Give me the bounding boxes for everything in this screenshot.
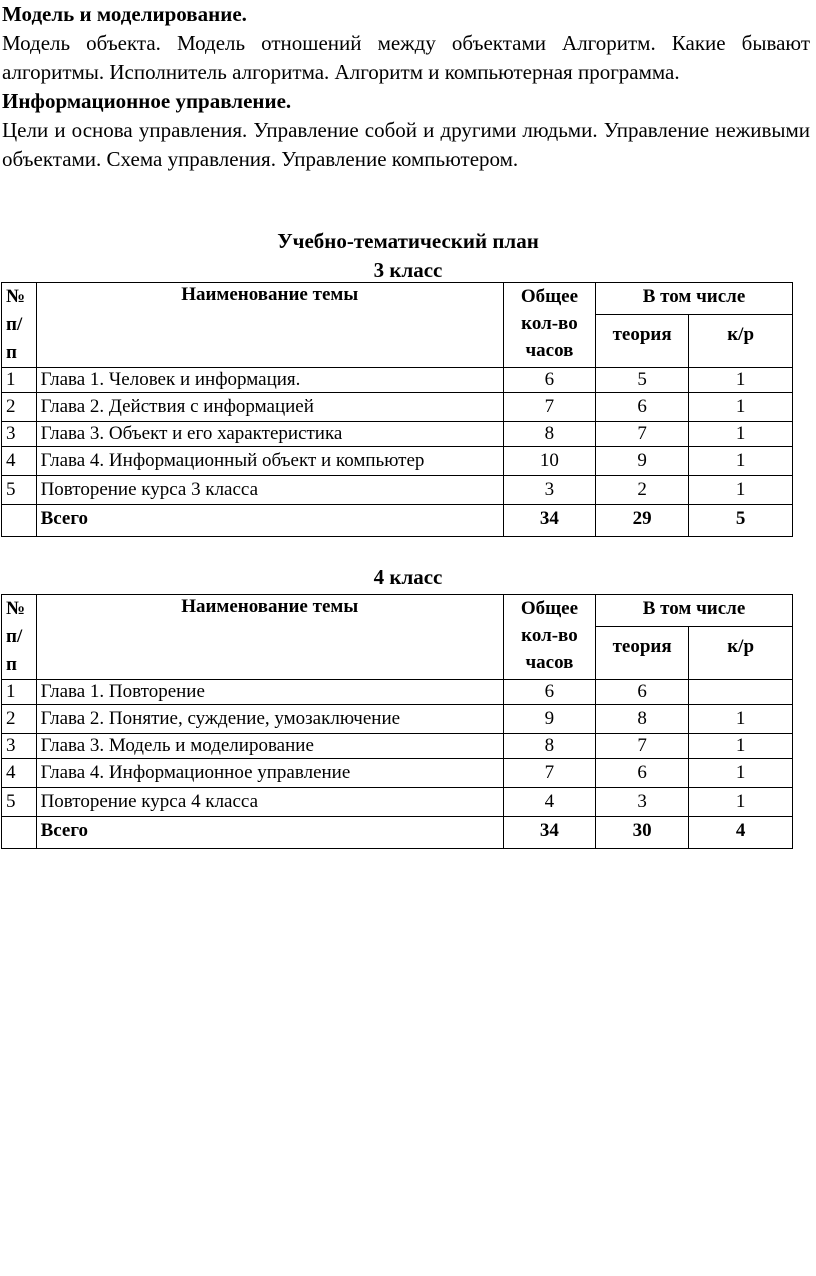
row-name: Глава 4. Информационное управление (36, 759, 503, 788)
row-theory: 7 (596, 422, 689, 447)
header-including: В том числе (596, 595, 793, 627)
table-row (2, 393, 793, 422)
header-total: Общее кол-во часов (503, 595, 595, 680)
row-theory: 2 (596, 476, 689, 505)
row-total: 6 (503, 680, 595, 705)
row-kr: 1 (689, 705, 793, 734)
row-num: 4 (2, 759, 37, 788)
table-row (2, 759, 793, 788)
row-num: 3 (2, 422, 37, 447)
table-row (2, 368, 793, 393)
row-kr: 1 (689, 734, 793, 759)
row-kr: 1 (689, 422, 793, 447)
total-kr: 4 (689, 817, 793, 849)
total-hours: 34 (503, 505, 595, 537)
grade3-title: 3 класс (373, 258, 443, 282)
total-row (2, 817, 793, 849)
row-name: Глава 2. Понятие, суждение, умозаключение (36, 705, 503, 734)
row-num: 2 (2, 393, 37, 422)
total-theory: 29 (596, 505, 689, 537)
row-name: Глава 1. Человек и информация. (36, 368, 503, 393)
row-theory: 5 (596, 368, 689, 393)
row-total: 10 (503, 447, 595, 476)
row-total: 8 (503, 734, 595, 759)
total-label: Всего (36, 817, 503, 849)
row-total: 7 (503, 759, 595, 788)
section-heading: Модель и моделирование. (2, 2, 247, 26)
row-theory: 6 (596, 393, 689, 422)
row-num: 2 (2, 705, 37, 734)
grade4-title: 4 класс (373, 565, 443, 589)
row-num: 1 (2, 368, 37, 393)
grade3-table (1, 282, 793, 537)
table-row (2, 476, 793, 505)
header-name: Наименование темы (36, 595, 503, 680)
row-name: Глава 4. Информационный объект и компьютер (36, 447, 503, 476)
section-heading: Информационное управление. (2, 89, 292, 113)
row-total: 8 (503, 422, 595, 447)
header-total: Общее кол-во часов (503, 283, 595, 368)
table-row (2, 447, 793, 476)
row-total: 6 (503, 368, 595, 393)
total-hours: 34 (503, 817, 595, 849)
row-theory: 9 (596, 447, 689, 476)
row-name: Глава 3. Объект и его характеристика (36, 422, 503, 447)
header-theory: теория (596, 315, 689, 368)
table-row (2, 788, 793, 817)
section-paragraph: Модель объекта. Модель отношений между объектами Алгоритм. Какие бывают алгоритмы. Исполнитель алгоритма. Алгоритм и компьютерная программа. (2, 31, 810, 84)
row-kr: 1 (689, 368, 793, 393)
total-label: Всего (36, 505, 503, 537)
table-row (2, 734, 793, 759)
header-num: № п/п (2, 283, 37, 368)
header-name: Наименование темы (36, 283, 503, 368)
row-theory: 3 (596, 788, 689, 817)
table-row (2, 422, 793, 447)
header-theory: теория (596, 627, 689, 680)
row-theory: 6 (596, 759, 689, 788)
grade4-table (1, 594, 793, 849)
row-total: 9 (503, 705, 595, 734)
row-kr: 1 (689, 447, 793, 476)
row-kr: 1 (689, 788, 793, 817)
row-total: 3 (503, 476, 595, 505)
row-name: Глава 2. Действия с информацией (36, 393, 503, 422)
row-name: Повторение курса 3 класса (36, 476, 503, 505)
row-num: 3 (2, 734, 37, 759)
row-total: 4 (503, 788, 595, 817)
row-kr: 1 (689, 759, 793, 788)
plan-title: Учебно-тематический план (277, 229, 539, 253)
row-theory: 8 (596, 705, 689, 734)
table-row (2, 705, 793, 734)
row-name: Глава 1. Повторение (36, 680, 503, 705)
total-row (2, 505, 793, 537)
row-kr: 1 (689, 393, 793, 422)
row-theory: 7 (596, 734, 689, 759)
row-num: 1 (2, 680, 37, 705)
row-kr (689, 680, 793, 705)
section-paragraph: Цели и основа управления. Управление собой и другими людьми. Управление неживыми объектами. Схема управления. Управление компьютером. (2, 118, 810, 171)
row-kr: 1 (689, 476, 793, 505)
row-name: Повторение курса 4 класса (36, 788, 503, 817)
header-including: В том числе (596, 283, 793, 315)
row-num: 5 (2, 788, 37, 817)
row-num: 4 (2, 447, 37, 476)
total-num-cell (2, 817, 37, 849)
total-num-cell (2, 505, 37, 537)
total-kr: 5 (689, 505, 793, 537)
header-kr: к/р (689, 315, 793, 368)
header-num: № п/п (2, 595, 37, 680)
total-theory: 30 (596, 817, 689, 849)
header-kr: к/р (689, 627, 793, 680)
intro-section (0, 0, 812, 174)
table-row (2, 680, 793, 705)
row-theory: 6 (596, 680, 689, 705)
row-total: 7 (503, 393, 595, 422)
row-num: 5 (2, 476, 37, 505)
row-name: Глава 3. Модель и моделирование (36, 734, 503, 759)
